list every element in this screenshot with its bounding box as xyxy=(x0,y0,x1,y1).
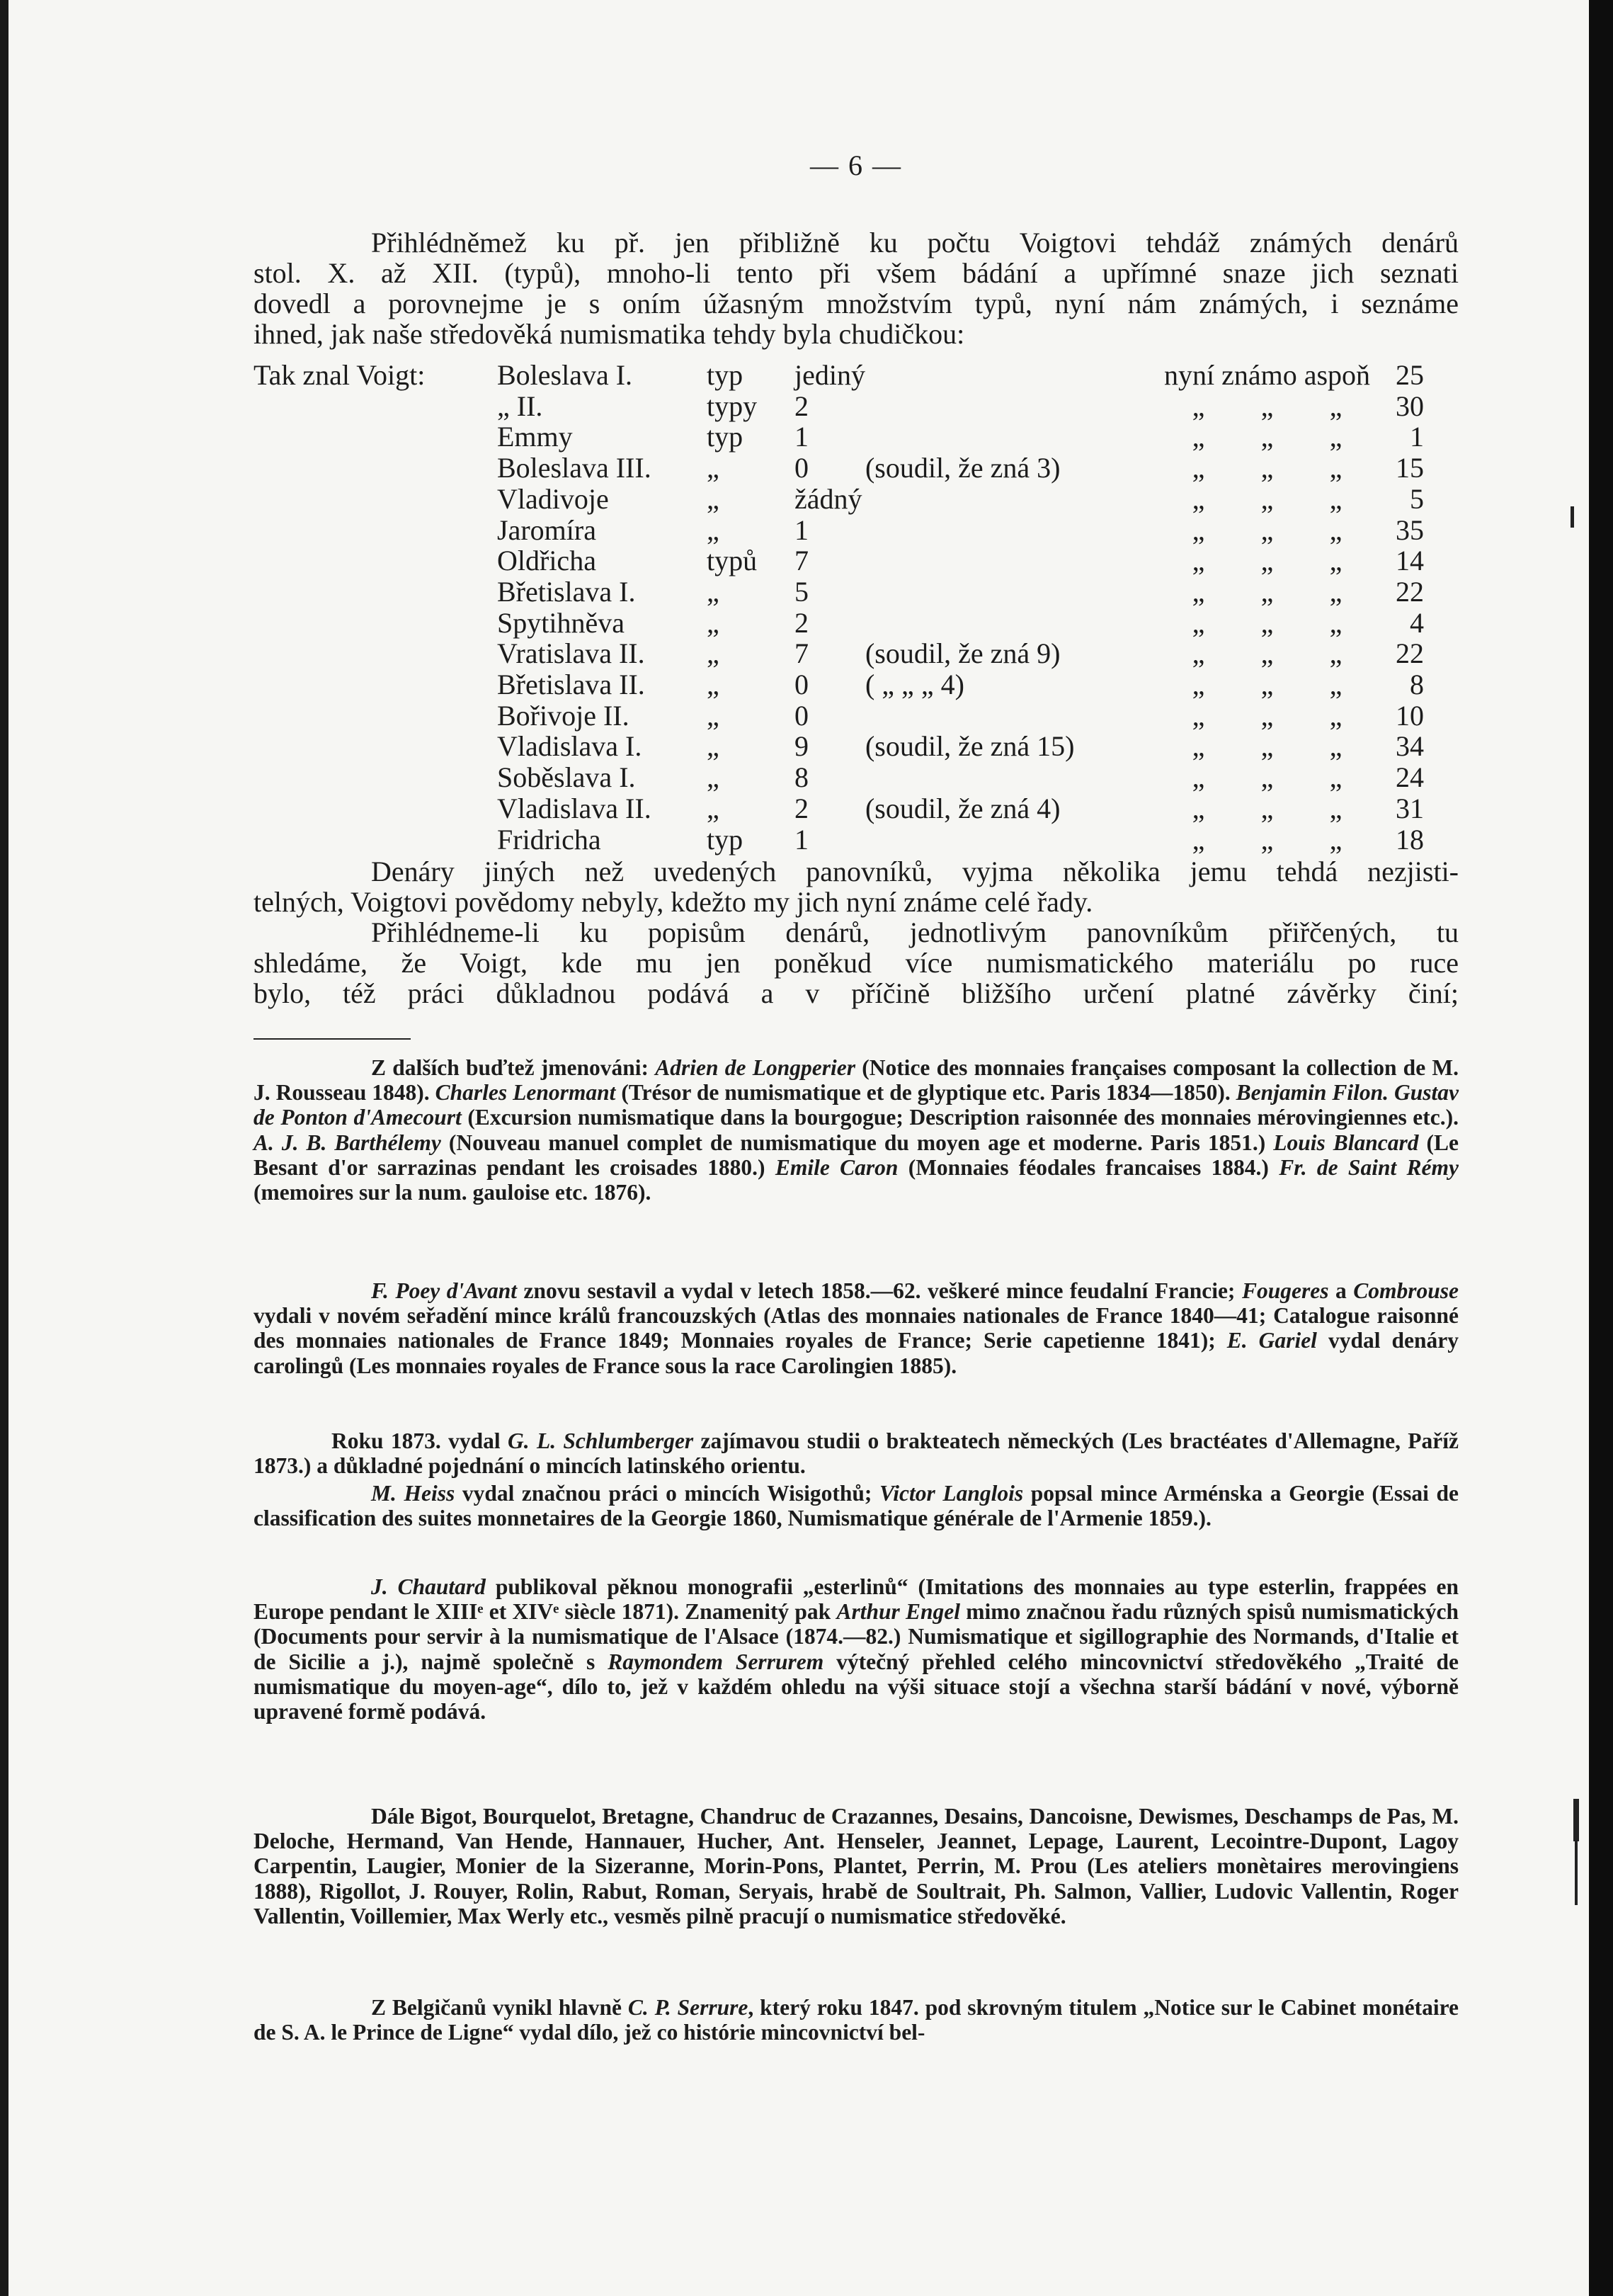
fn-author: C. P. Serrure xyxy=(627,1995,748,2020)
voigt-note xyxy=(865,515,1164,546)
voigt-note xyxy=(865,360,1164,391)
fn-text: Z dalších buďtež jmenováni: xyxy=(371,1055,656,1080)
known-now-count: 10 xyxy=(1396,699,1425,732)
fn-text: (Trésor de numismatique et de glyptique etc. Paris 1834—1850). xyxy=(615,1080,1236,1106)
fn-author: Benjamin Filon. Gustav de Ponton d'Amecourt xyxy=(253,1080,1459,1130)
ditto-mark: „ xyxy=(1192,792,1205,824)
footnote-paragraph xyxy=(253,1278,1459,1378)
ruler-name: Břetislava I. xyxy=(497,575,636,608)
ditto-mark: „ xyxy=(1192,823,1205,856)
ruler-name: „ II. xyxy=(497,390,543,422)
known-now-count: 1 xyxy=(1410,421,1425,453)
fn-text: (Excursion numismatique dans la bourgogue; Description raisonnée des monnaies mérovingiennes etc.). xyxy=(461,1105,1459,1130)
fn-text: (Nouveau manuel complet de numismatique du moyen age et moderne. Paris 1851.) xyxy=(440,1130,1274,1155)
known-now-count: 35 xyxy=(1396,513,1425,546)
type-word: „ xyxy=(707,761,719,794)
known-now-count: 18 xyxy=(1396,823,1425,856)
ditto-mark: „ xyxy=(1260,545,1274,577)
fn-author: Louis Blancard xyxy=(1273,1130,1419,1155)
known-now-count: 22 xyxy=(1396,637,1425,670)
table-intro xyxy=(253,824,497,856)
ditto-mark: „ xyxy=(1329,823,1343,856)
ditto-mark: „ xyxy=(1260,390,1274,422)
ditto-mark: „ xyxy=(1329,792,1343,824)
ditto-mark: „ xyxy=(1192,637,1205,670)
fn-author: Raymondem Serrurem xyxy=(608,1649,824,1674)
ditto-mark: „ xyxy=(1260,761,1274,794)
ditto-mark: „ xyxy=(1192,606,1205,639)
ditto-mark: „ xyxy=(1260,637,1274,670)
voigt-count: jediný xyxy=(794,359,865,391)
ditto-mark: „ xyxy=(1260,699,1274,732)
table-intro xyxy=(253,576,497,608)
ruler-name: Fridricha xyxy=(497,823,601,856)
type-word: „ xyxy=(707,792,719,824)
voigt-count: 2 xyxy=(794,606,809,639)
fn-text: zajímavou studii o brakteatech německých (Les bractéates d'Allemagne, Paříž 1873.) a důkladné pojednání o mincích latinského orientu. xyxy=(253,1428,1459,1479)
fn-text: vydal značnou práci o mincích Wisigothů; xyxy=(455,1481,880,1506)
table-intro xyxy=(253,453,497,484)
ditto-mark: „ xyxy=(1260,421,1274,453)
ditto-mark: „ xyxy=(1260,823,1274,856)
fn-author: A. J. B. Barthélemy xyxy=(253,1130,441,1155)
table-row xyxy=(253,669,1424,700)
ditto-mark: „ xyxy=(1192,730,1205,763)
text-line: dovedl a porovnejme je s oním úžasným množstvím typů, nyní nám známých, i seznáme xyxy=(253,288,1459,319)
after-table-paragraph xyxy=(253,856,1459,1008)
fn-text: mimo značnou řadu různých spisů numismatických (Documents pour servir à la numismatique de l'Alsace (1874.—82.) Numismatique et sigillographie des Normands, d'Italie et de Sicilie a j.), najmě společně s xyxy=(253,1599,1459,1674)
ruler-name: Boleslava III. xyxy=(497,452,651,484)
type-word: typ xyxy=(707,359,743,391)
table-intro xyxy=(253,421,497,453)
ditto-mark: „ xyxy=(1192,545,1205,577)
voigt-note: (soudil, že zná 9) xyxy=(865,637,1061,670)
table-row xyxy=(253,793,1424,824)
ditto-mark: „ xyxy=(1329,421,1343,453)
ruler-name: Vladislava II. xyxy=(497,792,651,824)
type-word: „ xyxy=(707,637,719,670)
ruler-name: Vladivoje xyxy=(497,482,609,515)
ruler-name: Bořivoje II. xyxy=(497,699,629,732)
fn-author: Combrouse xyxy=(1353,1278,1459,1303)
table-row xyxy=(253,762,1424,793)
known-now-count: 30 xyxy=(1396,390,1425,422)
ditto-mark: „ xyxy=(1192,513,1205,546)
fn-text: (memoires sur la num. gauloise etc. 1876). xyxy=(253,1180,651,1205)
fn-author: G. L. Schlumberger xyxy=(507,1428,694,1453)
type-word: „ xyxy=(707,730,719,763)
type-word: „ xyxy=(707,699,719,732)
table-intro xyxy=(253,762,497,793)
text-line: shledáme, že Voigt, kde mu jen poněkud více numismatického materiálu po ruce xyxy=(253,947,1459,979)
fn-text: vydal denáry carolingů (Les monnaies royales de France sous la race Carolingien 1885). xyxy=(253,1328,1459,1378)
intro-paragraph xyxy=(253,227,1459,349)
voigt-note xyxy=(865,391,1164,422)
footnote-paragraph xyxy=(253,1995,1459,2045)
fn-text: publikoval pěknou monografii „esterlinů“ (Imitations des monnaies au type esterlin, frappées en Europe pendant le XIIIᵉ et XIVᵉ siècle 1871). Znamenitý pak xyxy=(253,1574,1459,1625)
footnote-paragraph xyxy=(253,1428,1459,1478)
scan-mark xyxy=(1571,506,1574,528)
text-line: Přihlédneme-li ku popisům denárů, jednotlivým panovníkům přiřčených, tu xyxy=(371,916,1459,948)
fn-author: Fougeres xyxy=(1241,1278,1329,1303)
table-intro xyxy=(253,638,497,669)
voigt-count: 2 xyxy=(794,792,809,824)
ditto-mark: „ xyxy=(1192,452,1205,484)
type-word: „ xyxy=(707,513,719,546)
ditto-mark: „ xyxy=(1329,669,1343,701)
ruler-name: Spytihněva xyxy=(497,606,625,639)
table-row xyxy=(253,515,1424,546)
fn-text: výtečný přehled celého mincovnictví středověkého „Traité de numismatique du moyen-age“, dílo to, jež v každém ohledu na výši situace stojí a všechna starší bádání v nové, výborně upravené formě podává. xyxy=(253,1649,1459,1724)
table-intro xyxy=(253,391,497,422)
ditto-mark: „ xyxy=(1260,730,1274,763)
type-word: „ xyxy=(707,606,719,639)
fn-author: Adrien de Longperier xyxy=(655,1055,855,1080)
scan-mark xyxy=(1575,1841,1578,1905)
voigt-note: ( „ „ „ 4) xyxy=(865,669,964,701)
known-now-count: 22 xyxy=(1396,575,1425,608)
ditto-mark: „ xyxy=(1329,606,1343,639)
known-now-count: 34 xyxy=(1396,730,1425,763)
ruler-name: Emmy xyxy=(497,421,573,453)
fn-author: E. Gariel xyxy=(1226,1328,1317,1353)
table-row xyxy=(253,421,1424,453)
voigt-count: 2 xyxy=(794,390,809,422)
ditto-mark: „ xyxy=(1192,575,1205,608)
voigt-note xyxy=(865,484,1164,515)
ditto-mark: „ xyxy=(1192,390,1205,422)
type-word: typ xyxy=(707,421,743,453)
fn-text: (Notice des monnaies françaises composant la collection de M. J. Rousseau 1848). xyxy=(253,1055,1459,1106)
fn-text: popsal mince Arménska a Georgie (Essai de classification des suites monnetaires de la Georgie 1860, Numismatique générale de l'Armenie 1859.). xyxy=(253,1481,1459,1531)
voigt-count: 9 xyxy=(794,730,809,763)
footnote-paragraph xyxy=(253,1055,1459,1205)
ditto-mark: „ xyxy=(1329,482,1343,515)
footnote-divider xyxy=(253,1038,411,1040)
text-line: stol. X. až XII. (typů), mnoho-li tento při všem bádání a upřímné snaze jich seznati xyxy=(253,257,1459,289)
ruler-name: Vladislava I. xyxy=(497,730,642,763)
known-now-count: 31 xyxy=(1396,792,1425,824)
table-row xyxy=(253,545,1424,576)
fn-author: Charles Lenormant xyxy=(435,1080,616,1106)
type-word: typů xyxy=(707,545,758,577)
voigt-count: 8 xyxy=(794,761,809,794)
voigt-count: 1 xyxy=(794,513,809,546)
table-row xyxy=(253,824,1424,856)
voigt-denar-table xyxy=(253,360,1424,855)
table-intro xyxy=(253,608,497,639)
voigt-count: 1 xyxy=(794,823,809,856)
fn-text: Z Belgičanů vynikl hlavně xyxy=(371,1995,628,2020)
type-word: „ xyxy=(707,482,719,515)
ditto-mark: „ xyxy=(1260,606,1274,639)
ditto-mark: „ xyxy=(1192,761,1205,794)
text-line: Přihlédněmež ku př. jen přibližně ku počtu Voigtovi tehdáž známých denárů xyxy=(371,227,1459,258)
ruler-name: Břetislava II. xyxy=(497,669,645,701)
fn-author: Arthur Engel xyxy=(836,1599,960,1625)
table-intro xyxy=(253,669,497,700)
type-word: „ xyxy=(707,669,719,701)
ruler-name: Oldřicha xyxy=(497,545,596,577)
text-line: ihned, jak naše středověká numismatika tehdy byla chudičkou: xyxy=(253,318,965,350)
ditto-mark: „ xyxy=(1329,575,1343,608)
table-intro xyxy=(253,484,497,515)
ditto-mark: „ xyxy=(1260,669,1274,701)
voigt-note xyxy=(865,608,1164,639)
fn-author: M. Heiss xyxy=(371,1481,455,1506)
voigt-count: 0 xyxy=(794,669,809,701)
voigt-note: (soudil, že zná 4) xyxy=(865,792,1061,824)
ditto-mark: „ xyxy=(1260,575,1274,608)
fn-text: a xyxy=(1328,1278,1354,1303)
ditto-mark: „ xyxy=(1260,792,1274,824)
ditto-mark: „ xyxy=(1260,513,1274,546)
ditto-mark: „ xyxy=(1329,513,1343,546)
ditto-mark: „ xyxy=(1329,390,1343,422)
table-row xyxy=(253,453,1424,484)
ditto-mark: „ xyxy=(1192,699,1205,732)
footnote-paragraph: Dále Bigot, Bourquelot, Bretagne, Chandruc de Crazannes, Desains, Dancoisne, Dewismes, Deschamps de Pas, M. Deloche, Hermand, Van Hende, Hannauer, Hucher, Ant. Henseler, Jeannet, Lepage, Laurent, Lecointre-Dupont, Lagoy Carpentin, Laugier, Monier de la Sizeranne, Morin-Pons, Plantet, Perrin, M. Prou (Les ateliers monètaires merovingiens 1888), Rigollot, J. Rouyer, Rolin, Rabut, Roman, Seryais, hrabě de Soultrait, Ph. Salmon, Vallier, Ludovic Vallentin, Roger Vallentin, Voillemier, Max Werly etc., vesměs pilně pracují o numismatice středověké. xyxy=(253,1804,1459,1928)
known-now-count: 24 xyxy=(1396,761,1425,794)
fn-author: Emile Caron xyxy=(775,1154,899,1180)
voigt-count: 1 xyxy=(794,421,809,453)
footnote-paragraph xyxy=(253,1574,1459,1724)
voigt-note xyxy=(865,700,1164,732)
type-word: „ xyxy=(707,575,719,608)
table-row xyxy=(253,360,1424,391)
ditto-mark: „ xyxy=(1192,421,1205,453)
fn-author: F. Poey d'Avant xyxy=(371,1278,517,1303)
ditto-mark: „ xyxy=(1329,452,1343,484)
ruler-name: Soběslava I. xyxy=(497,761,636,794)
ditto-mark: „ xyxy=(1329,761,1343,794)
table-intro xyxy=(253,545,497,576)
voigt-note xyxy=(865,576,1164,608)
table-row xyxy=(253,700,1424,732)
voigt-note: (soudil, že zná 15) xyxy=(865,730,1075,763)
table-row xyxy=(253,608,1424,639)
voigt-count: 7 xyxy=(794,545,809,577)
table-body xyxy=(253,360,1424,855)
ditto-mark: „ xyxy=(1329,637,1343,670)
known-now-count: 5 xyxy=(1410,482,1425,515)
voigt-note xyxy=(865,762,1164,793)
known-now-count: 15 xyxy=(1396,452,1425,484)
voigt-note xyxy=(865,824,1164,856)
known-now-count: 8 xyxy=(1410,669,1425,701)
ditto-mark: „ xyxy=(1329,545,1343,577)
table-intro xyxy=(253,700,497,732)
voigt-count: 0 xyxy=(794,699,809,732)
voigt-note xyxy=(865,421,1164,453)
fn-author: Victor Langlois xyxy=(879,1481,1024,1506)
ruler-name: Jaromíra xyxy=(497,513,596,546)
fn-author: Fr. de Saint Rémy xyxy=(1279,1154,1459,1180)
voigt-count: žádný xyxy=(794,482,862,515)
voigt-count: 0 xyxy=(794,452,809,484)
table-intro: Tak znal Voigt: xyxy=(253,359,426,391)
fn-author: J. Chautard xyxy=(371,1574,486,1599)
type-word: typy xyxy=(707,390,758,422)
type-word: typ xyxy=(707,823,743,856)
type-word: „ xyxy=(707,452,719,484)
ditto-mark: „ xyxy=(1260,482,1274,515)
ruler-name: Vratislava II. xyxy=(497,637,645,670)
page-number: — 6 — xyxy=(810,149,902,181)
scan-edge xyxy=(1589,0,1613,2296)
table-row xyxy=(253,731,1424,762)
fn-text: , který roku 1847. pod skrovným titulem „Notice sur le Cabinet monétaire de S. A. le Prince de Ligne“ vydal dílo, jež co histórie mincovnictví bel- xyxy=(253,1995,1459,2045)
ditto-mark: „ xyxy=(1329,699,1343,732)
ditto-mark: nyní známo aspoň xyxy=(1163,359,1371,391)
ditto-mark: „ xyxy=(1260,452,1274,484)
footnote-paragraph xyxy=(253,1481,1459,1530)
known-now-count: 14 xyxy=(1396,545,1425,577)
table-intro xyxy=(253,793,497,824)
fn-text: znovu sestavil a vydal v letech 1858.—62. veškeré mince feudalní Francie; xyxy=(516,1278,1242,1303)
known-now-count: 25 xyxy=(1396,359,1425,391)
fn-text: (Le Besant d'or sarrazinas pendant les croisades 1880.) xyxy=(253,1130,1459,1180)
text-line: Denáry jiných než uvedených panovníků, vyjma několika jemu tehdá nezjisti- xyxy=(371,856,1459,887)
known-now-count: 4 xyxy=(1410,606,1425,639)
table-row xyxy=(253,638,1424,669)
table-row xyxy=(253,484,1424,515)
table-row xyxy=(253,576,1424,608)
ruler-name: Boleslava I. xyxy=(497,359,633,391)
text-line: bylo, též práci důkladnou podává a v příčině bližšího určení platné závěrky činí; xyxy=(253,977,1459,1009)
fn-text: Roku 1873. vydal xyxy=(331,1428,508,1453)
voigt-count: 5 xyxy=(794,575,809,608)
voigt-count: 7 xyxy=(794,637,809,670)
fn-text: vydali v novém seřadění mince králů francouzských (Atlas des monnaies nationales de France 1840—41; Catalogue raisonné des monnaies nationales de France 1849; Monnaies royales de France; Serie capetienne 1841); xyxy=(253,1303,1459,1353)
voigt-note: (soudil, že zná 3) xyxy=(865,452,1061,484)
scan-mark xyxy=(1573,1799,1579,1841)
fn-text: (Monnaies féodales francaises 1884.) xyxy=(898,1154,1279,1180)
table-row xyxy=(253,391,1424,422)
voigt-note xyxy=(865,545,1164,576)
ditto-mark: „ xyxy=(1329,730,1343,763)
text-line: telných, Voigtovi povědomy nebyly, kdežto my jich nyní známe celé řady. xyxy=(253,886,1093,918)
table-intro xyxy=(253,731,497,762)
ditto-mark: „ xyxy=(1192,482,1205,515)
table-intro xyxy=(253,515,497,546)
ditto-mark: „ xyxy=(1192,669,1205,701)
